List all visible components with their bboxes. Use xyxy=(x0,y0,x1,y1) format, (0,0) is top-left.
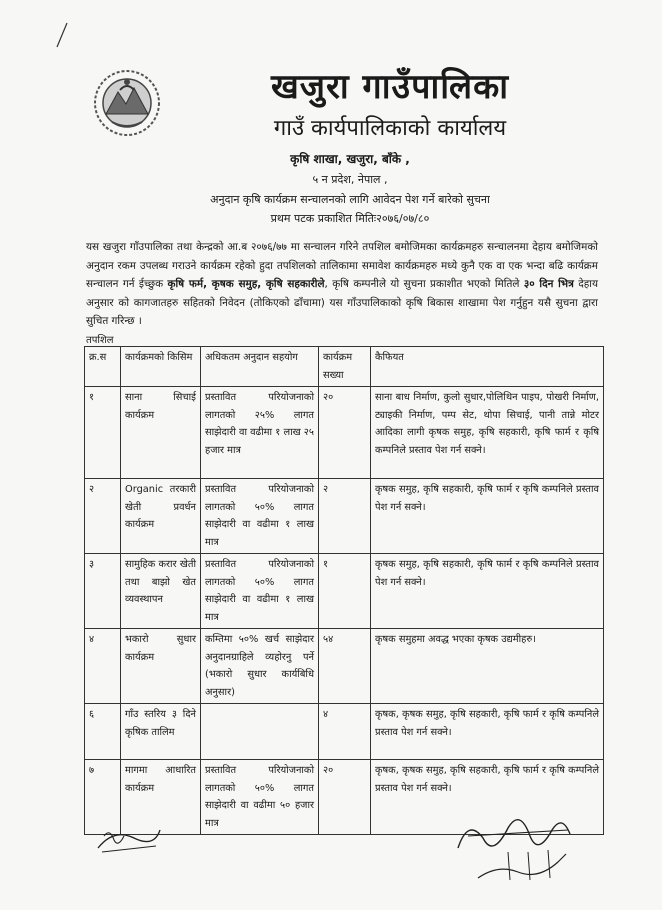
details-label: तपशिल xyxy=(86,335,114,346)
pen-stroke-mark xyxy=(55,22,69,48)
cell-remarks: कृषक, कृषक समुह, कृषि सहकारी, कृषि फार्म र कृषि कम्पनिले प्रस्ताव पेश गर्न सक्ने। xyxy=(371,760,604,835)
header-grant: अधिकतम अनुदान सहयोग xyxy=(201,347,319,387)
table-row xyxy=(85,629,604,704)
cell-count: ५४ xyxy=(319,629,371,704)
cell-program: साना सिचाई कार्यक्रम xyxy=(121,387,201,479)
header-count: कार्यक्रम सख्या xyxy=(319,347,371,387)
cell-remarks: कृषक, कृषक समुह, कृषि सहकारी, कृषि फार्म र कृषि कम्पनिले प्रस्ताव पेश गर्न सक्ने। xyxy=(371,704,604,760)
office-subtitle: गाउँ कार्यपालिकाको कार्यालय xyxy=(273,116,507,141)
province-line: ५ न प्रदेश, नेपाल , xyxy=(312,173,388,186)
header-sn: क्र.स xyxy=(85,347,121,387)
cell-sn: ६ xyxy=(85,704,121,760)
cell-sn: २ xyxy=(85,479,121,554)
signature-right xyxy=(448,808,588,888)
cell-sn: ३ xyxy=(85,554,121,629)
cell-grant: प्रस्तावित परियोजनाको लागतको ५०% लागत साझेदारी वा वढीमा १ लाख मात्र xyxy=(201,479,319,554)
cell-sn: ७ xyxy=(85,760,121,835)
cell-grant xyxy=(201,704,319,760)
cell-program: भकारो सुधार कार्यक्रम xyxy=(121,629,201,704)
body-text-part3: देहाय अनुसार को कागजातहरु सहितको निवेदन (तोकिएको ढाँचामा) यस गाँउपालिकाको कृषि बिकास शाखामा पेश गर्नुहुन यसै सुचना द्वारा सुचित गरिन्छ । xyxy=(86,278,598,327)
cell-grant: प्रस्तावित परियोजनाको लागतको २५% लागत साझेदारी वा वढीमा १ लाख २५ हजार मात्र xyxy=(201,387,319,479)
body-text-part2: , कृषि कम्पनीले यो सुचना प्रकाशीत भएको मितिले xyxy=(324,278,524,290)
notice-body xyxy=(86,238,598,331)
table-row xyxy=(85,554,604,629)
notice-title: अनुदान कृषि कार्यक्रम सन्चालनको लागि आवेदन पेश गर्ने बारेको सुचना xyxy=(210,193,490,206)
cell-program: मागमा आधारित कार्यक्रम xyxy=(121,760,201,835)
table-row xyxy=(85,704,604,760)
cell-program: गाँउ स्तरिय ३ दिने कृषिक तालिम xyxy=(121,704,201,760)
body-bold-deadline: ३० दिन भित्र xyxy=(523,278,574,290)
cell-count: २० xyxy=(319,760,371,835)
address-line: कृषि शाखा, खजुरा, बाँके , xyxy=(290,152,410,166)
cell-count: ४ xyxy=(319,704,371,760)
cell-grant: प्रस्तावित परियोजनाको लागतको ५०% लागत साझेदारी वा वढीमा १ लाख मात्र xyxy=(201,554,319,629)
cell-remarks: कृषक समुह, कृषि सहकारी, कृषि फार्म र कृषि कम्पनिले प्रस्ताव पेश गर्न सक्ने। xyxy=(371,479,604,554)
cell-grant: प्रस्तावित परियोजनाको लागतको ५०% लागत साझेदारी वा वढीमा ५० हजार मात्र xyxy=(201,760,319,835)
program-table xyxy=(84,346,604,835)
cell-sn: १ xyxy=(85,387,121,479)
cell-program: Organic तरकारी खेती प्रवर्धन कार्यक्रम xyxy=(121,479,201,554)
table-row xyxy=(85,479,604,554)
header-program: कार्यक्रमको किसिम xyxy=(121,347,201,387)
body-bold-eligible: कृषि फर्म, कृषक समुह, कृषि सहकारीले xyxy=(167,278,325,290)
cell-program: सामुहिक करार खेती तथा बाझो खेत व्यवस्थापन xyxy=(121,554,201,629)
table-header-row xyxy=(85,347,604,387)
body-text-part1: यस खजुरा गाँउपालिका तथा केन्द्रको आ.ब २०७६/७७ मा सन्चालन गरिने तपशिल बमोजिमका कार्यक्रमहरु सन्चालनमा देहाय बमोजिमको अनुदान रकम उपलब्ध गराउने कार्यक्रम रहेको हुदा तपशिलको तालिकामा समावेश कार्यक्रमहरु मध्ये कुनै एक वा एक भन्दा बढि कार्यक्रम सन्चालन गर्न ईच्छुक xyxy=(86,241,598,290)
cell-sn: ४ xyxy=(85,629,121,704)
cell-count: २० xyxy=(319,387,371,479)
signature-left xyxy=(94,818,164,858)
cell-remarks: कृषक समुह, कृषि सहकारी, कृषि फार्म र कृषि कम्पनिले प्रस्ताव पेश गर्न सक्ने। xyxy=(371,554,604,629)
publish-date-line: प्रथम पटक प्रकाशित मितिः२०७६/०७/८० xyxy=(270,212,430,225)
nepal-emblem-icon xyxy=(92,68,162,138)
cell-grant: कम्तिमा ५०% खर्च साझेदार अनुदानग्राहिले व्यहोरनु पर्ने (भकारो सुधार कार्यबिधि अनुसार) xyxy=(201,629,319,704)
cell-count: २ xyxy=(319,479,371,554)
cell-remarks: कृषक समुहमा अवद्ध भएका कृषक उद्यमीहरु। xyxy=(371,629,604,704)
cell-remarks: साना बाध निर्माण, कुलो सुधार,पोलिथिन पाइप, पोखरी निर्माण, ट्याइकी निर्माण, पम्प सेट, थोपा सिचाई, पानी तान्ने मोटर आदिका लागी कृषक समुह, कृषि सहकारी, कृषि फार्म र कृषि कम्पनिले प्रस्ताव पेश गर्न सक्ने। xyxy=(371,387,604,479)
municipality-title: खजुरा गाउँपालिका xyxy=(270,67,510,107)
header-remarks: कैफियत xyxy=(371,347,604,387)
cell-count: १ xyxy=(319,554,371,629)
table-row xyxy=(85,387,604,479)
